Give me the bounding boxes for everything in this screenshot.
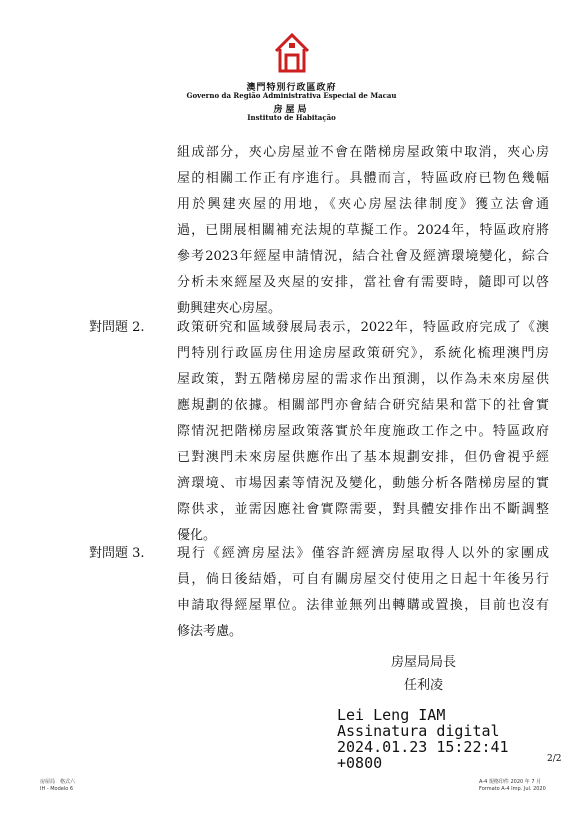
government-name-portuguese: Governo da Região Administrativa Especial de Macau — [186, 91, 397, 100]
stamp-line: 2024.01.23 15:22:41 — [337, 738, 509, 756]
text-line: 際供求，並需因應社會實際需要，對具體安排作出不斷調整 — [177, 502, 549, 517]
text-line: 參考2023年經屋申請情況，結合社會及經濟環境變化，綜合 — [177, 249, 549, 264]
footer-print-format-zh: A-4 規格印件 2020 年 7 月 — [479, 779, 542, 785]
text-line: 動興建夾心房屋。 — [177, 301, 282, 316]
text-line: 門特別行政區房住用途房屋政策研究》，系統化梳理澳門房 — [177, 346, 549, 361]
digital-signature-stamp — [337, 707, 509, 771]
footer-form-code — [40, 779, 75, 793]
text-line: 過，已開展相關補充法規的草擬工作。2024年，特區政府將 — [177, 223, 549, 238]
government-name-chinese: 澳門特別行政區政府 — [246, 83, 337, 93]
stamp-line: Assinatura digital — [337, 722, 500, 740]
department-name-chinese: 房屋局 — [273, 105, 310, 115]
stamp-line: +0800 — [337, 754, 383, 772]
text-line: 屋的相關工作正有序進行。具體而言，特區政府已物色幾幅 — [177, 171, 549, 186]
stamp-line: Lei Leng IAM — [337, 706, 446, 724]
text-line: 際情況把階梯房屋政策落實於年度施政工作之中。特區政府 — [177, 424, 549, 439]
department-name-portuguese: Instituto de Habitação — [247, 113, 336, 122]
text-line: 組成部分，夾心房屋並不會在階梯房屋政策中取消，夾心房 — [177, 145, 549, 160]
text-line: 分析未來經屋及夾屋的安排，當社會有需要時，隨即可以啓 — [177, 275, 549, 290]
housing-bureau-logo-icon — [272, 31, 312, 75]
footer-form-code-zh: 房屋局 格式六 — [40, 779, 76, 785]
signatory-title: 房屋局局長 — [391, 655, 457, 670]
footer-print-format-pt: Formato A-4 Imp. Jul. 2020 — [479, 786, 546, 792]
text-line: 修法考慮。 — [177, 624, 243, 639]
question-3-label: 對問題 3. — [89, 546, 145, 561]
text-line: 已對澳門未來房屋供應作出了基本規劃安排，但仍會視乎經 — [177, 450, 549, 465]
text-line: 員，倘日後結婚，可自有關房屋交付使用之日起十年後另行 — [177, 572, 549, 587]
text-line: 用於興建夾屋的用地，《夾心房屋法律制度》獲立法會通 — [177, 197, 549, 212]
text-line: 政策研究和區域發展局表示，2022年，特區政府完成了《澳 — [177, 320, 549, 335]
question-2-label: 對問題 2. — [89, 320, 145, 335]
footer-form-code-pt: IH - Modelo 6 — [40, 786, 74, 792]
text-line: 申請取得經屋單位。法律並無列出轉購或置換，目前也沒有 — [177, 598, 549, 613]
signatory-name: 任利凌 — [404, 678, 444, 693]
text-line: 濟環境、市場因素等情況及變化，動態分析各階梯房屋的實 — [177, 476, 549, 491]
page-number: 2/2 — [547, 754, 562, 764]
footer-print-format — [479, 779, 546, 793]
text-line: 屋政策，對五階梯房屋的需求作出預測，以作為未來房屋供 — [177, 372, 549, 387]
text-line: 優化。 — [177, 528, 217, 543]
text-line: 現行《經濟房屋法》僅容許經濟房屋取得人以外的家團成 — [177, 546, 549, 561]
text-line: 應規劃的依據。相關部門亦會結合研究結果和當下的社會實 — [177, 398, 549, 413]
